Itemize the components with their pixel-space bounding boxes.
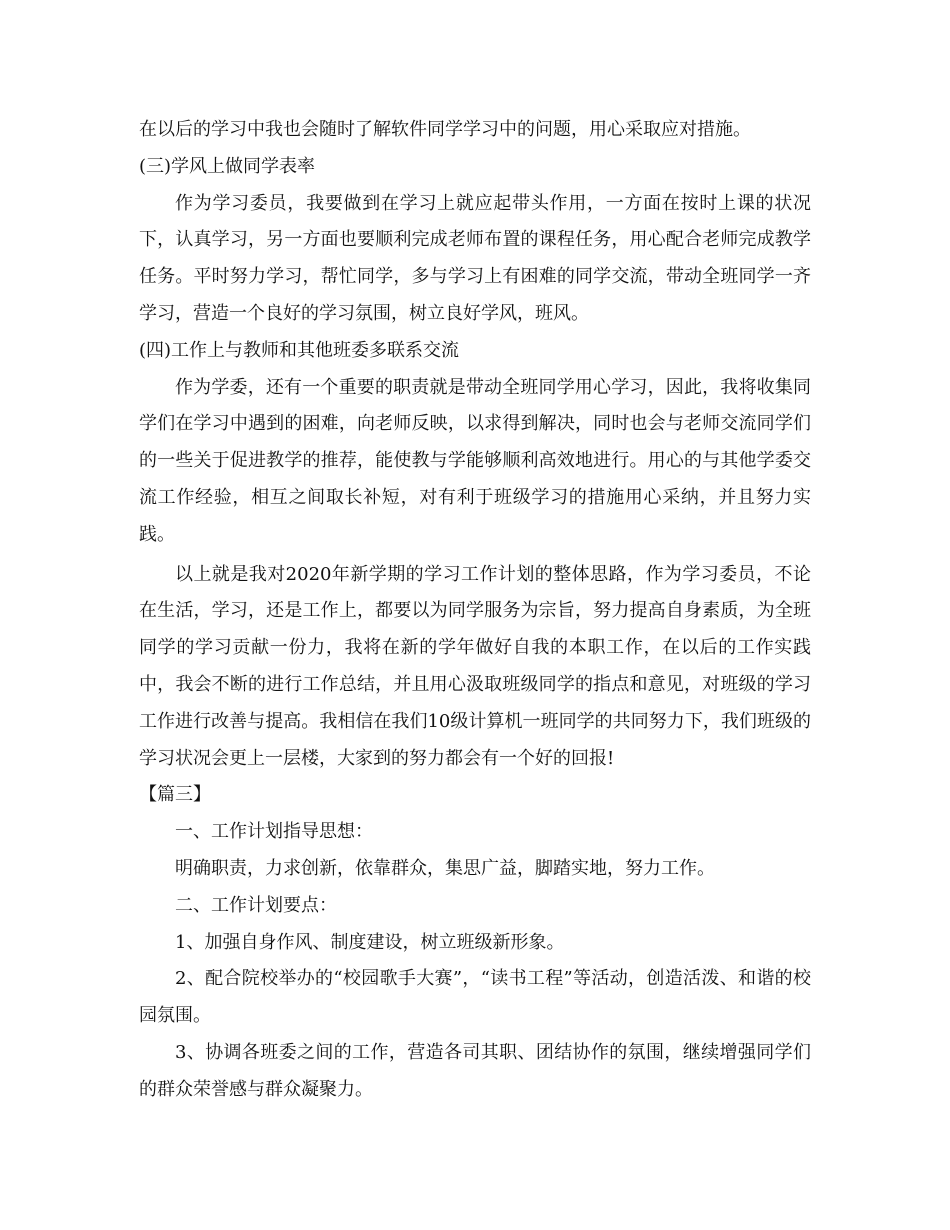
section-heading-4: (四)工作上与教师和其他班委多联系交流 [139, 339, 460, 361]
paragraph-summary: 以上就是我对2020年新学期的学习工作计划的整体思路，作为学习委员，不论在生活，学习，还是工作上，都要以为同学服务为宗旨，努力提高自身素质，为全班同学的学习贡献一份力，我将在新的学年做好自我的本职工作，在以后的工作实践中，我会不断的进行工作总结，并且用心汲取班级同学的指点和意见，对班级的学习工作进行改善与提高。我相信在我们10级计算机一班同学的共同努力下，我们班级的学习状况会更上一层楼，大家到的努力都会有一个好的回报! [139, 563, 811, 769]
heading-key-points: 二、工作计划要点： [175, 894, 337, 916]
paragraph-study-example: 作为学习委员，我要做到在学习上就应起带头作用，一方面在按时上课的状况下，认真学习，另一方面也要顺利完成老师布置的课程任务，用心配合老师完成教学任务。平时努力学习，帮忙同学，多与学习上有困难的同学交流，带动全班同学一齐学习，营造一个良好的学习氛围，树立良好学风，班风。 [139, 192, 811, 324]
document-body [139, 112, 811, 1109]
paragraph-guiding-idea: 明确职责，力求创新，依靠群众，集思广益，脚踏实地，努力工作。 [175, 857, 715, 879]
list-item-2: 2、配合院校举办的“校园歌手大赛”，“读书工程”等活动，创造活泼、和谐的校园氛围。 [139, 968, 811, 1027]
part-three-heading: 【篇三】 [139, 784, 211, 806]
list-item-3: 3、协调各班委之间的工作，营造各司其职、团结协作的氛围，继续增强同学们的群众荣誉感与群众凝聚力。 [139, 1041, 811, 1100]
list-item-1: 1、加强自身作风、制度建设，树立班级新形象。 [175, 931, 565, 953]
heading-guiding-idea: 一、工作计划指导思想： [175, 821, 373, 843]
paragraph-continuation: 在以后的学习中我也会随时了解软件同学学习中的问题，用心采取应对措施。 [139, 119, 751, 140]
section-heading-3: (三)学风上做同学表率 [139, 155, 316, 177]
paragraph-communication: 作为学委，还有一个重要的职责就是带动全班同学用心学习，因此，我将收集同学们在学习中遇到的困难，向老师反映，以求得到解决，同时也会与老师交流同学们的一些关于促进教学的推荐，能使教与学能够顺利高效地进行。用心的与其他学委交流工作经验，相互之间取长补短，对有利于班级学习的措施用心采纳，并且努力实践。 [139, 376, 811, 545]
